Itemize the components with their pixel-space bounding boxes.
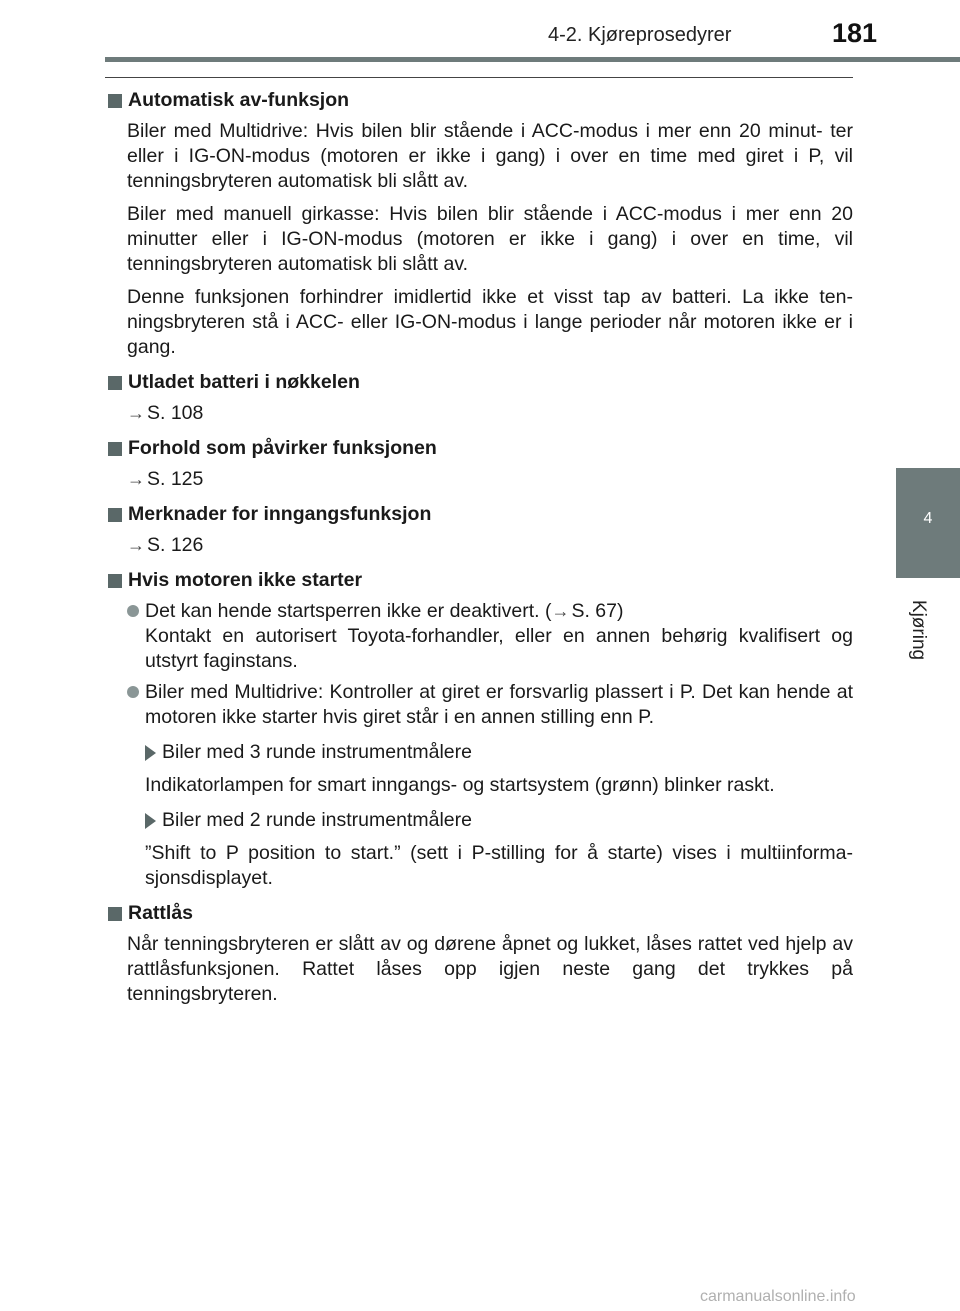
square-bullet-icon [108,94,122,108]
section-heading: Rattlås [107,901,853,926]
sub-heading: Biler med 2 runde instrumentmålere [145,808,853,833]
page-number: 181 [832,18,878,48]
circle-bullet-icon [127,686,139,698]
section-heading: Utladet batteri i nøkkelen [107,370,853,395]
section-heading: Forhold som påvirker funksjonen [107,436,853,461]
section-conditions [107,436,853,492]
triangle-bullet-icon [145,745,156,761]
arrow-right-icon: → [127,535,145,555]
triangle-bullet-icon [145,813,156,829]
section-engine-not-start [107,568,853,891]
square-bullet-icon [108,907,122,921]
circle-bullet-icon [127,605,139,617]
square-bullet-icon [108,442,122,456]
page-header [0,0,960,62]
section-steering-lock [107,901,853,1007]
top-rule [105,77,853,78]
section-heading: Merknader for inngangsfunksjon [107,502,853,527]
list-item: Biler med Multidrive: Kontroller at giret er forsvarlig plassert i P. Det kan hende at motoren ikke starter hvis giret står i en annen stilling enn P. [127,680,853,730]
section-heading: Automatisk av-funksjon [107,88,853,113]
paragraph: Biler med Multidrive: Hvis bilen blir stående i ACC-modus i mer enn 20 minut- ter eller i IG-ON-modus (motoren er ikke i gang) i over en time med giret i P, vil tenningsbryteren automatisk bli slått av. [127,120,853,192]
paragraph: Indikatorlampen for smart inngangs- og startsystem (grønn) blinker raskt. [145,774,775,796]
square-bullet-icon [108,376,122,390]
section-heading: Hvis motoren ikke starter [107,568,853,593]
header-band [105,57,960,62]
sub-heading: Biler med 3 runde instrumentmålere [145,740,853,765]
page-content [107,88,853,1017]
list-item: Det kan hende startsperren ikke er deaktivert. (→ S. 67) Kontakt en autorisert Toyota-forhandler, eller en annen behørig kvalifisert og utstyrt faginstans. [127,599,853,674]
page-reference-link[interactable]: → S. 126 [127,534,204,556]
watermark: carmanualsonline.info [700,1288,856,1305]
paragraph: Denne funksjonen forhindrer imidlertid ikke et visst tap av batteri. La ikke ten- ningsbryteren stå i ACC- eller IG-ON-modus i lange perioder når motoren ikke er i gang. [127,286,853,358]
square-bullet-icon [108,574,122,588]
section-entry-notes [107,502,853,558]
square-bullet-icon [108,508,122,522]
section-title: 4-2. Kjøreprosedyrer [548,24,732,46]
paragraph: Biler med manuell girkasse: Hvis bilen blir stående i ACC-modus i mer enn 20 minutter eller i IG-ON-modus (motoren er ikke i gang) i over en time, vil tenningsbryteren automatisk bli slått av. [127,203,853,275]
arrow-right-icon: → [551,601,570,621]
chapter-number: 4 [923,510,933,527]
page-reference-link[interactable]: → S. 108 [127,402,204,424]
page-reference-link[interactable]: S. 67) [571,600,624,622]
chapter-label-text: Kjøring [908,599,929,661]
section-auto-off [107,88,853,360]
paragraph: ”Shift to P position to start.” (sett i P-stilling for å starte) vises i multiinforma- sjonsdisplayet. [145,842,853,889]
paragraph: Når tenningsbryteren er slått av og dørene åpnet og lukket, låses rattet ved hjelp av rattlåsfunksjonen. Rattet låses opp igjen neste gang det trykkes på tenningsbryteren. [127,933,853,1005]
arrow-right-icon: → [127,469,145,489]
section-key-battery [107,370,853,426]
arrow-right-icon: → [127,403,145,423]
chapter-label [893,590,943,670]
page-reference-link[interactable]: → S. 125 [127,468,204,490]
